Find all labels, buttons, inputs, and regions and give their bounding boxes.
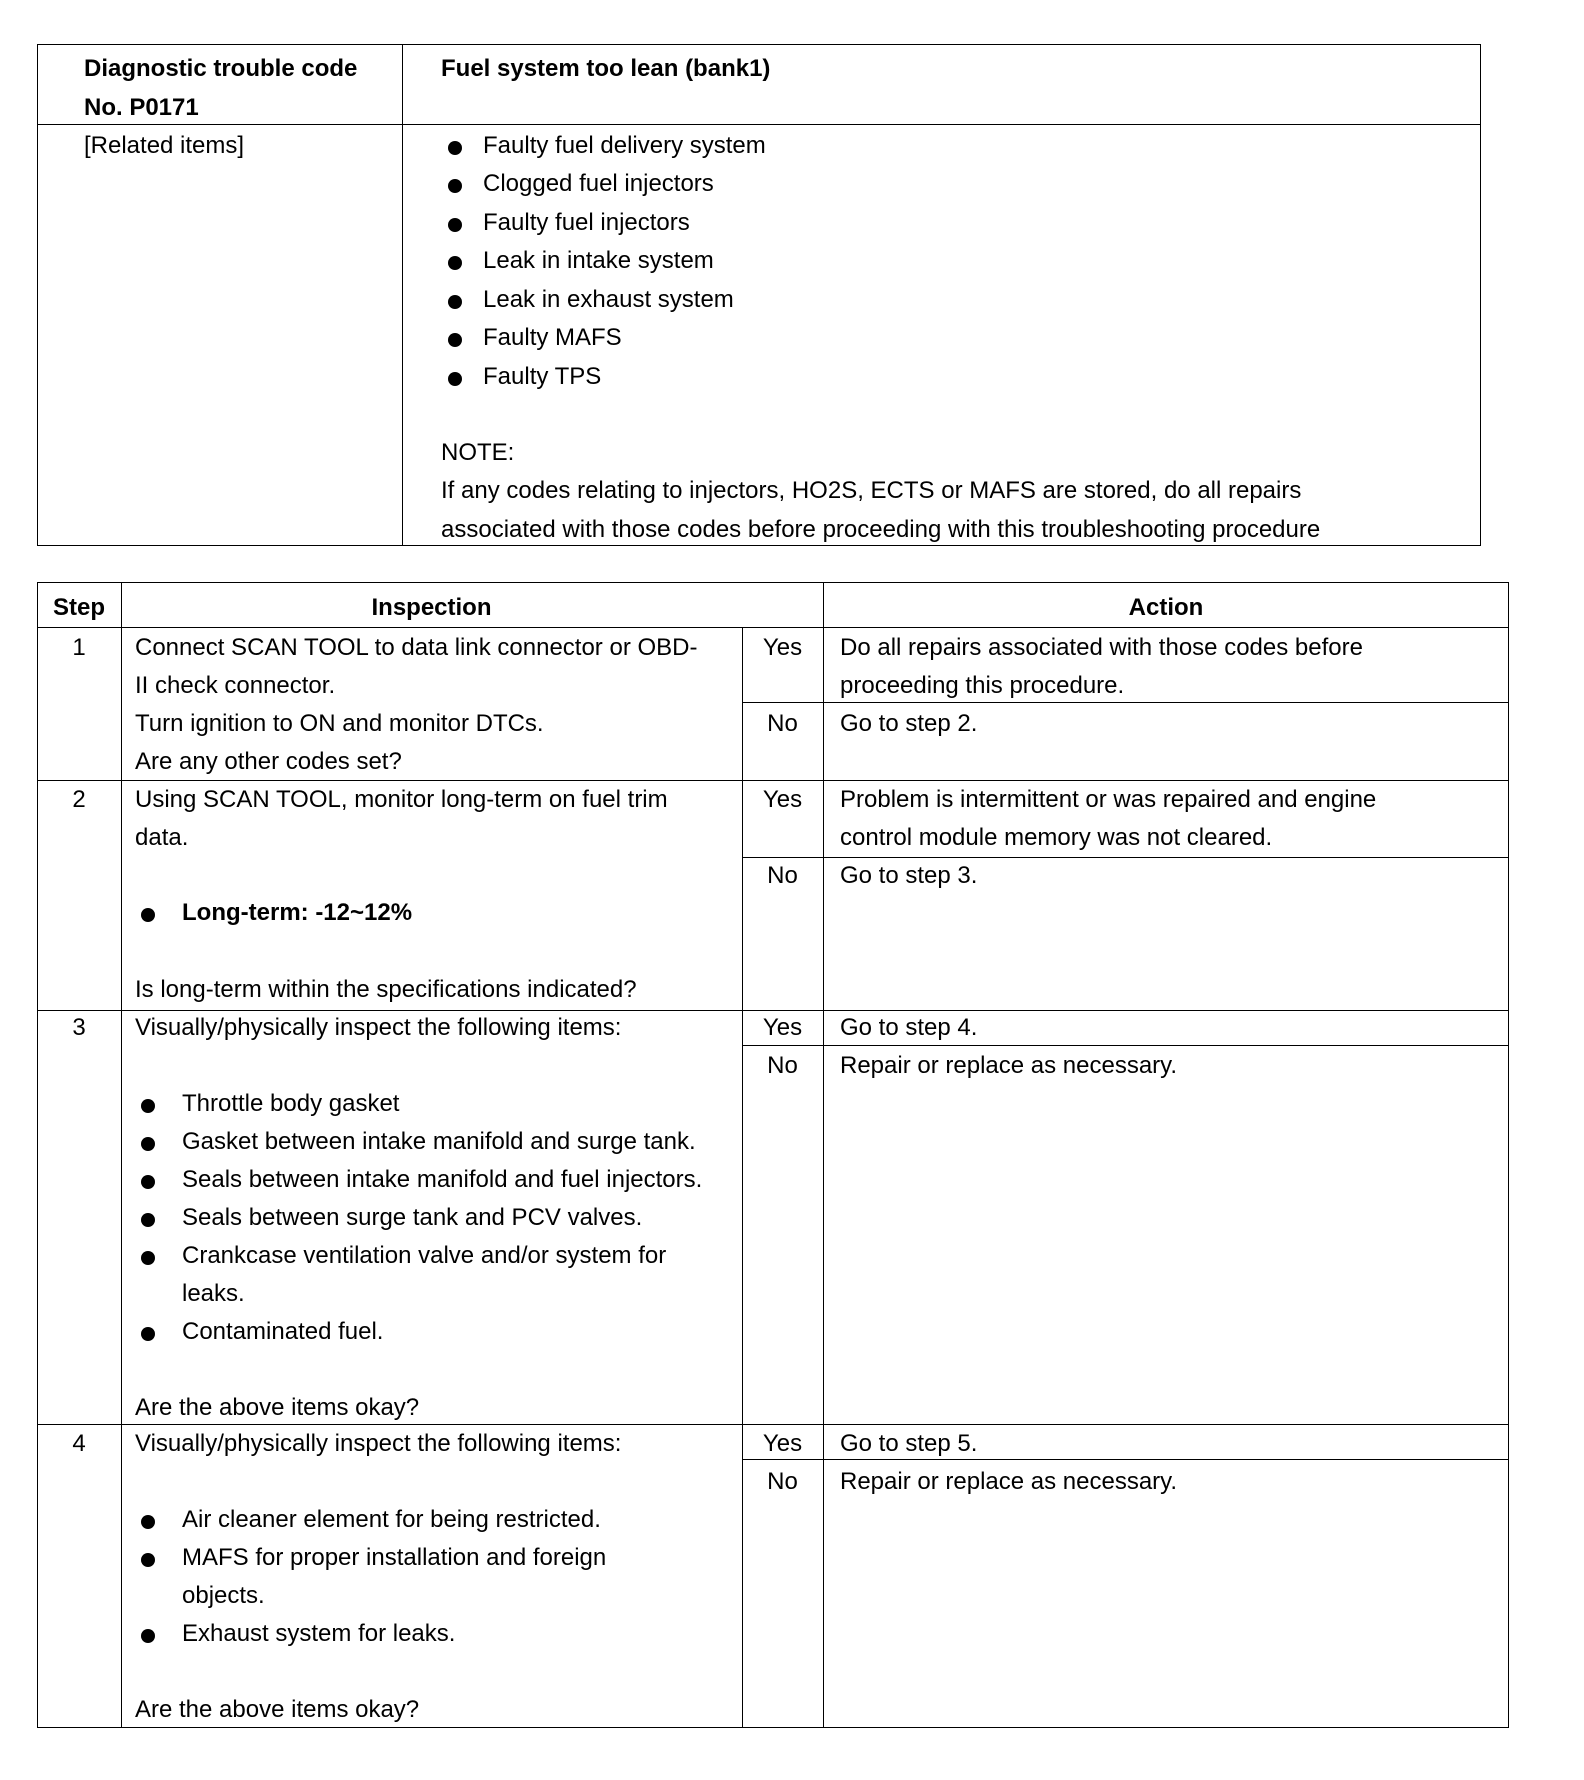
step-number: 2	[72, 786, 86, 813]
inspection-line: Connect SCAN TOOL to data link connector or OBD-	[135, 634, 698, 661]
bullet-icon	[141, 1553, 155, 1567]
inspection-line: Using SCAN TOOL, monitor long-term on fuel trim	[135, 786, 668, 813]
header-table-divider	[402, 44, 403, 546]
bullet-icon	[448, 372, 462, 386]
no-label: No	[767, 710, 798, 737]
action-yes: control module memory was not cleared.	[840, 824, 1273, 851]
action-yes: Do all repairs associated with those codes before	[840, 634, 1363, 661]
related-item: Leak in intake system	[483, 247, 714, 274]
row-line-step1	[37, 780, 1509, 781]
action-no: Repair or replace as necessary.	[840, 1052, 1178, 1079]
no-label: No	[767, 862, 798, 889]
yes-label: Yes	[762, 1014, 803, 1041]
related-item: Leak in exhaust system	[483, 286, 734, 313]
related-item: Faulty TPS	[483, 363, 602, 390]
bullet-icon	[448, 295, 462, 309]
row-line-step2	[37, 1010, 1509, 1011]
header-action: Action	[1128, 594, 1204, 621]
inspection-item-cont: objects.	[182, 1582, 265, 1609]
related-item: Faulty fuel injectors	[483, 209, 690, 236]
dtc-label-line1: Diagnostic trouble code	[84, 55, 358, 82]
header-table	[37, 44, 1481, 546]
dtc-label-line2: No. P0171	[84, 94, 199, 121]
inspection-line: Turn ignition to ON and monitor DTCs.	[135, 710, 544, 737]
yes-label: Yes	[762, 634, 803, 661]
inspection-intro: Visually/physically inspect the following items:	[135, 1014, 622, 1041]
header-inspection: Inspection	[371, 594, 492, 621]
action-yes: Problem is intermittent or was repaired and engine	[840, 786, 1377, 813]
bullet-icon	[141, 1213, 155, 1227]
inspection-item-cont: leaks.	[182, 1280, 245, 1307]
subrow-line	[742, 702, 1509, 703]
inspection-item: Seals between intake manifold and fuel injectors.	[182, 1166, 703, 1193]
no-label: No	[767, 1468, 798, 1495]
inspection-item: Exhaust system for leaks.	[182, 1620, 456, 1647]
related-item: Faulty fuel delivery system	[483, 132, 766, 159]
bullet-icon	[448, 179, 462, 193]
note-line: If any codes relating to injectors, HO2S, ECTS or MAFS are stored, do all repairs	[441, 477, 1302, 504]
bullet-icon	[141, 1327, 155, 1341]
action-yes: Go to step 5.	[840, 1430, 978, 1457]
action-no: Repair or replace as necessary.	[840, 1468, 1178, 1495]
step-number: 1	[72, 634, 86, 661]
bullet-icon	[448, 333, 462, 347]
inspection-question: Are the above items okay?	[135, 1696, 420, 1723]
header-table-rule	[37, 124, 1481, 125]
inspection-question: Is long-term within the specifications indicated?	[135, 976, 637, 1003]
bullet-icon	[141, 1175, 155, 1189]
action-no: Go to step 2.	[840, 710, 978, 737]
col-line-step	[121, 582, 122, 1728]
inspection-item: Throttle body gasket	[182, 1090, 400, 1117]
step-number: 4	[72, 1430, 86, 1457]
related-item: Clogged fuel injectors	[483, 170, 714, 197]
subrow-line	[742, 1459, 1509, 1460]
row-line-step3	[37, 1424, 1509, 1425]
bullet-icon	[141, 1099, 155, 1113]
inspection-item: Air cleaner element for being restricted.	[182, 1506, 601, 1533]
header-step: Step	[52, 594, 105, 621]
action-yes: Go to step 4.	[840, 1014, 978, 1041]
col-line-action	[823, 582, 824, 1728]
action-yes: proceeding this procedure.	[840, 672, 1125, 699]
bullet-icon	[448, 141, 462, 155]
bullet-icon	[448, 256, 462, 270]
subrow-line	[742, 1045, 1509, 1046]
step-number: 3	[72, 1014, 86, 1041]
row-line-header	[37, 627, 1509, 628]
bullet-icon	[141, 1515, 155, 1529]
bullet-icon	[141, 1251, 155, 1265]
inspection-item: Seals between surge tank and PCV valves.	[182, 1204, 643, 1231]
inspection-item: Crankcase ventilation valve and/or system for	[182, 1242, 667, 1269]
bullet-icon	[141, 1137, 155, 1151]
yes-label: Yes	[762, 1430, 803, 1457]
inspection-line: data.	[135, 824, 189, 851]
no-label: No	[767, 1052, 798, 1079]
spec-value: Long-term: -12~12%	[182, 899, 413, 926]
inspection-item: Gasket between intake manifold and surge tank.	[182, 1128, 696, 1155]
action-no: Go to step 3.	[840, 862, 978, 889]
inspection-question: Are the above items okay?	[135, 1394, 420, 1421]
related-item: Faulty MAFS	[483, 324, 622, 351]
note-line: associated with those codes before proceeding with this troubleshooting procedure	[441, 516, 1321, 543]
note-label: NOTE:	[441, 439, 515, 466]
inspection-item: Contaminated fuel.	[182, 1318, 384, 1345]
inspection-line: Are any other codes set?	[135, 748, 402, 775]
dtc-title: Fuel system too lean (bank1)	[441, 55, 771, 82]
inspection-line: II check connector.	[135, 672, 336, 699]
related-items-label: [Related items]	[84, 132, 245, 159]
subrow-line	[742, 857, 1509, 858]
yes-label: Yes	[762, 786, 803, 813]
inspection-item: MAFS for proper installation and foreign	[182, 1544, 607, 1571]
bullet-icon	[448, 218, 462, 232]
bullet-icon	[141, 1629, 155, 1643]
inspection-intro: Visually/physically inspect the following items:	[135, 1430, 622, 1457]
bullet-icon	[141, 908, 155, 922]
